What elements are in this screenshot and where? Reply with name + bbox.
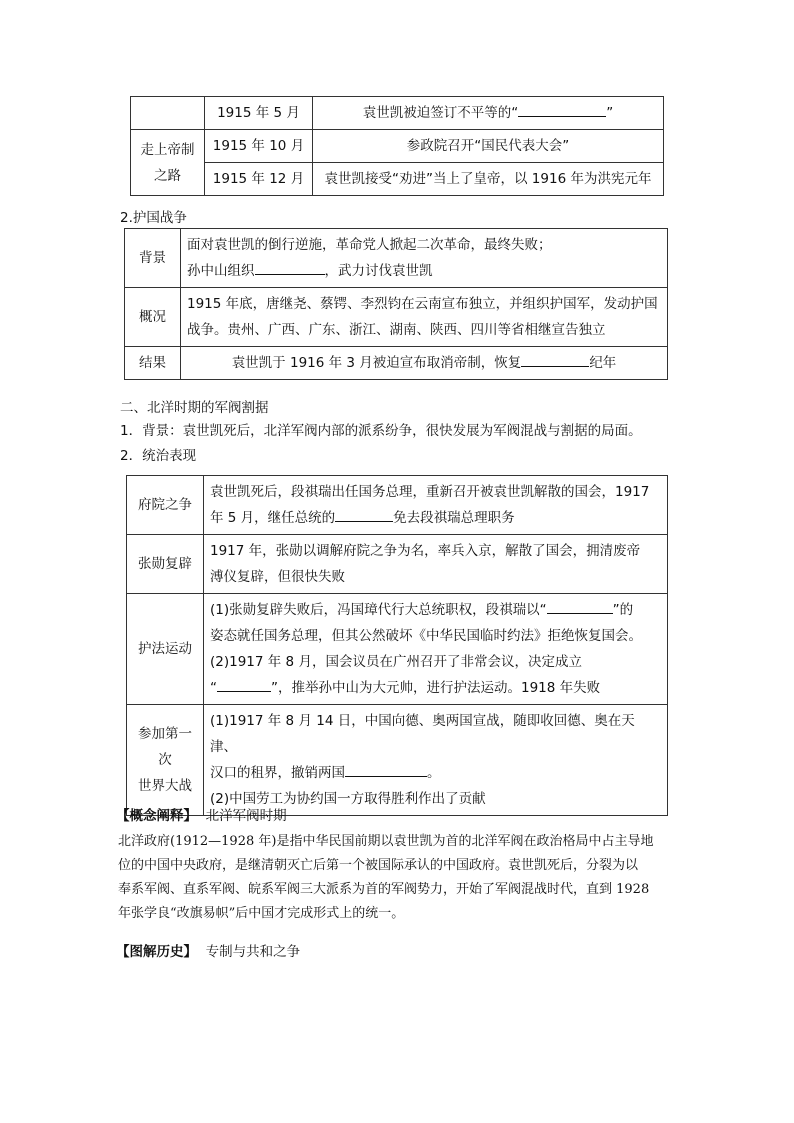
paragraph: 2．统治表现	[120, 448, 197, 464]
diagram-title: 专制与共和之争	[205, 944, 301, 960]
row-content: 袁世凯于 1916 年 3 月被迫宣布取消帝制，恢复 纪年	[181, 347, 668, 380]
fill-blank[interactable]	[345, 760, 427, 777]
row-label: 张勋复辟	[127, 535, 204, 594]
event-cell: 袁世凯接受“劝进”当上了皇帝，以 1916 年为洪宪元年	[313, 163, 664, 196]
fill-blank[interactable]	[255, 258, 325, 275]
row-content: (1)1917 年 8 月 14 日，中国向德、奥两国宣战，随即收回德、奥在天津、 汉口的租界，撤销两国 。 (2)中国劳工为协约国一方取得胜利作出了贡献	[204, 705, 668, 816]
row-label: 结果	[125, 347, 181, 380]
row-content: 1917 年，张勋以调解府院之争为名，率兵入京，解散了国会，拥清废帝 溥仪复辟，但很快失败	[204, 535, 668, 594]
protect-nation-table	[124, 228, 668, 380]
row-label: 府院之争	[127, 476, 204, 535]
concept-line: 北洋政府(1912—1928 年)是指中华民国前期以袁世凯为首的北洋军阀在政治格局中占主导地	[118, 834, 654, 849]
row-label: 参加第一次 世界大战	[127, 705, 204, 816]
fill-blank[interactable]	[518, 100, 606, 117]
fill-blank[interactable]	[521, 350, 589, 367]
warlord-rule-table	[126, 475, 668, 816]
concept-body	[118, 830, 678, 926]
fill-blank[interactable]	[547, 597, 613, 614]
concept-title: 北洋军阀时期	[205, 808, 287, 824]
fill-blank[interactable]	[335, 505, 393, 522]
year-cell: 1915 年 5 月	[205, 97, 313, 130]
paragraph: 1．背景：袁世凯死后，北洋军阀内部的派系纷争，很快发展为军阀混战与割据的局面。	[120, 423, 642, 439]
diagram-tag: 【图解历史】	[116, 944, 197, 960]
part-title: 二、北洋时期的军阀割据	[120, 400, 269, 416]
row-label: 概况	[125, 288, 181, 347]
table-cell-empty	[131, 97, 205, 130]
year-cell: 1915 年 12 月	[205, 163, 313, 196]
imperial-road-table	[130, 96, 664, 196]
row-label: 护法运动	[127, 594, 204, 705]
year-cell: 1915 年 10 月	[205, 130, 313, 163]
concept-line: 奉系军阀、直系军阀、皖系军阀三大派系为首的军阀势力，开始了军阀混战时代，直到 1928	[118, 882, 650, 897]
group-label: 走上帝制 之路	[131, 130, 205, 196]
concept-line: 位的中国中央政府，是继清朝灭亡后第一个被国际承认的中国政府。袁世凯死后，分裂为以	[118, 858, 639, 873]
row-content: (1)张勋复辟失败后，冯国璋代行大总统职权，段祺瑞以“ ”的 姿态就任国务总理，但其公然破坏《中华民国临时约法》拒绝恢复国会。 (2)1917 年 8 月，国会议员在广州召开了非常会议，决定成立 “ ”，推举孙中山为大元帅，进行护法运动。1918 年失败	[204, 594, 668, 705]
concept-line: 年张学良“改旗易帜”后中国才完成形式上的统一。	[118, 906, 405, 921]
event-cell: 袁世凯被迫签订不平等的“ ”	[313, 97, 664, 130]
row-content: 面对袁世凯的倒行逆施，革命党人掀起二次革命，最终失败； 孙中山组织 ，武力讨伐袁世凯	[181, 229, 668, 288]
row-content: 袁世凯死后，段祺瑞出任国务总理，重新召开被袁世凯解散的国会，1917 年 5 月，继任总统的 免去段祺瑞总理职务	[204, 476, 668, 535]
section-title: 2.护国战争	[120, 210, 187, 226]
concept-heading	[116, 804, 287, 824]
row-content: 1915 年底，唐继尧、蔡锷、李烈钧在云南宣布独立，并组织护国军，发动护国 战争。贵州、广西、广东、浙江、湖南、陕西、四川等省相继宣告独立	[181, 288, 668, 347]
event-cell: 参政院召开“国民代表大会”	[313, 130, 664, 163]
diagram-heading	[116, 940, 300, 960]
row-label: 背景	[125, 229, 181, 288]
concept-tag: 【概念阐释】	[116, 808, 197, 824]
fill-blank[interactable]	[217, 675, 271, 692]
